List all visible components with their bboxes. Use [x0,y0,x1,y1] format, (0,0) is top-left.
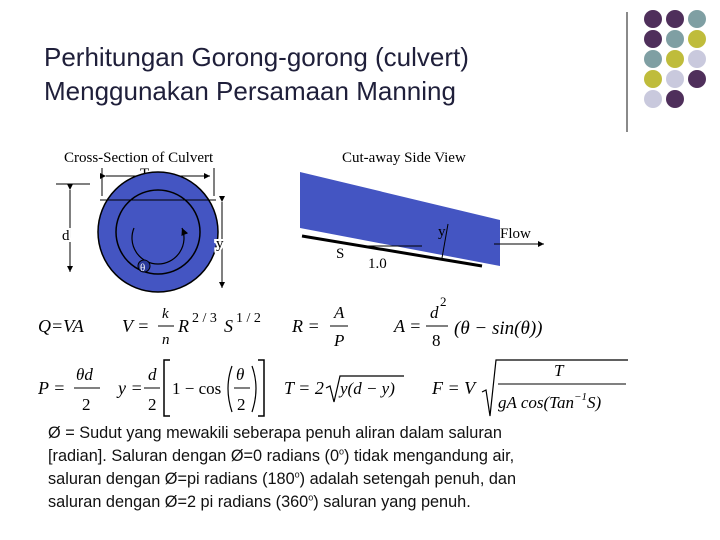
decor-dot [644,50,662,68]
label-y-side: y [438,224,446,240]
description-line-3a: saluran dengan Ø=pi radians (180 [48,470,295,488]
formula-r-lhs: R = [292,316,320,336]
slide-title-line-2: Menggunakan Persamaan Manning [44,76,456,106]
formula-y-right-bracket [258,360,264,416]
formula-t-root-content: y(d − y) [340,379,395,398]
formula-v-lhs: V = [122,316,150,336]
formula-p-lhs: P = [38,378,66,398]
formula-a-d: d [430,303,439,322]
decor-dot [688,70,706,88]
degree-symbol: o [308,492,314,503]
formula-y-bracket-text: 1 − cos [172,379,222,398]
decor-dot [688,50,706,68]
formula-y-left-bracket [164,360,170,416]
formula-q: Q=VA [38,316,84,336]
formula-p-num: θd [76,365,93,384]
formula-f-den-main: gA cos(Tan [498,393,575,412]
formula-v-s: S [224,316,233,336]
formula-t-lhs: T = 2 [284,378,324,398]
decor-dot [644,10,662,28]
formula-a-lhs: A = [394,316,422,336]
decor-dot-grid [636,10,720,116]
formula-y-paren-right [252,366,256,412]
description-line-4 [48,491,648,514]
culvert-inner-water [116,190,200,274]
formula-f-den [498,391,601,412]
label-1-0: 1.0 [368,256,387,272]
description-line-3b: ) adalah setengah penuh, dan [299,470,517,488]
description-line-4b: ) saluran yang penuh. [313,493,471,511]
degree-symbol: o [294,469,300,480]
formula-v-n: n [162,332,170,348]
description-line-1: Ø = Sudut yang mewakili seberapa penuh aliran dalam saluran [48,424,502,442]
decor-dot [688,10,706,28]
culvert-diagram [38,140,638,420]
formula-a-8: 8 [432,331,441,350]
formula-y-two: 2 [237,395,246,414]
formula-y-paren-left [228,366,232,412]
formula-f-lhs: F = V [432,378,476,398]
decor-dot [688,30,706,48]
formula-a-exp: 2 [440,294,447,309]
formula-v-k: k [162,306,169,322]
decor-dot [666,10,684,28]
label-flow: Flow [500,226,531,242]
description-line-4a: saluran dengan Ø=2 pi radians (360 [48,493,309,511]
label-theta: θ [140,262,146,274]
decor-dot [644,90,662,108]
slide-title-line-1: Perhitungan Gorong-gorong (culvert) [44,42,469,72]
formula-v-exp2: 1 / 2 [236,311,261,326]
side-view-title: Cut-away Side View [342,150,466,166]
formula-a-bracket: (θ − sin(θ)) [454,318,543,339]
description-line-2 [48,445,648,468]
decor-dot [666,90,684,108]
decor-dot [644,70,662,88]
decor-dot [666,70,684,88]
formula-r-p: P [334,331,345,350]
formula-y-den: 2 [148,395,157,414]
decor-divider-line [626,12,628,132]
formula-r-a: A [334,303,345,322]
formula-v-exp1: 2 / 3 [192,311,217,326]
formula-y-lhs: y = [118,378,143,398]
slide-title [44,40,624,108]
theta-description [48,422,648,514]
formula-v-r: R [178,316,189,336]
decor-dot [666,50,684,68]
formula-y-num: d [148,365,157,384]
label-y: y [216,236,224,252]
degree-symbol: o [339,446,345,457]
formula-p-den: 2 [82,395,91,414]
formula-f-den-tail: S) [586,393,602,412]
description-line-2b: ) tidak mengandung air, [344,447,515,465]
label-s: S [336,246,345,262]
formula-f-den-sup: −1 [574,391,587,403]
description-line-3 [48,468,648,491]
description-line-2a: [radian]. Saluran dengan Ø=0 radians (0 [48,447,339,465]
formula-y-theta: θ [236,365,245,384]
label-d: d [62,228,70,244]
formula-f-t: T [554,361,564,380]
cross-section-title: Cross-Section of Culvert [64,150,214,166]
decor-dot [666,30,684,48]
decor-dot [644,30,662,48]
